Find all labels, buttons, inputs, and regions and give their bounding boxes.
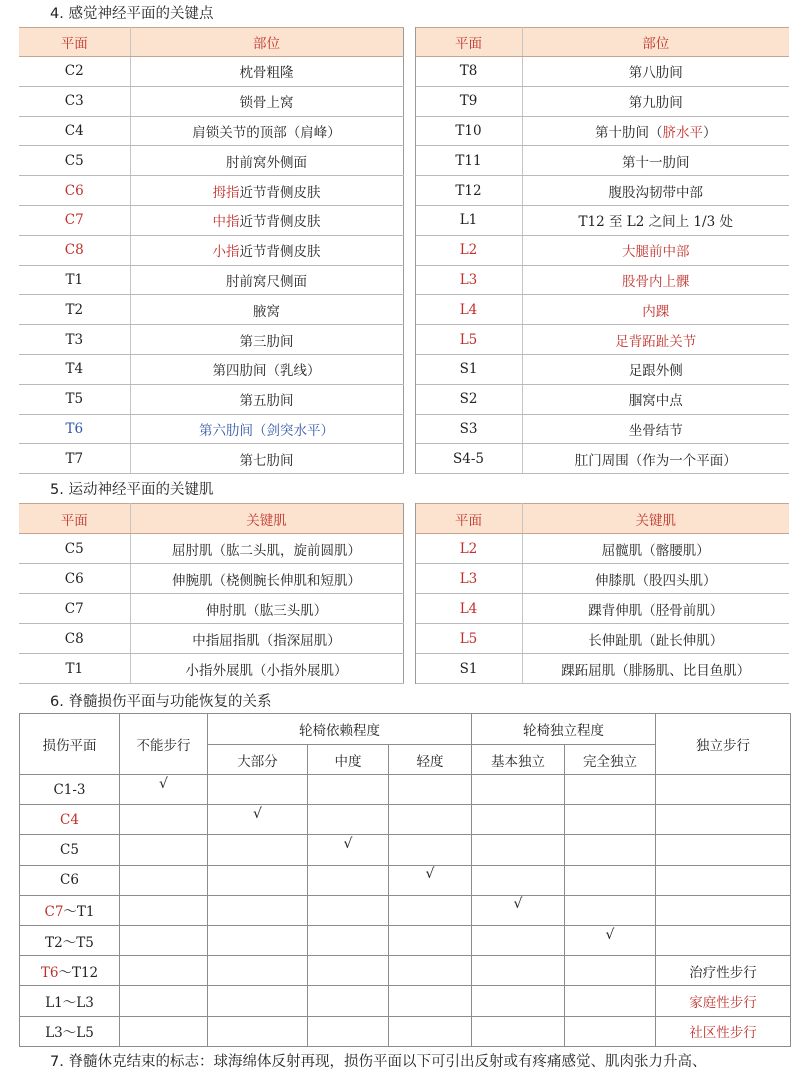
- part-text: 枕骨粗隆: [239, 65, 294, 82]
- part-cell: [130, 354, 403, 384]
- column-gap: [403, 116, 415, 146]
- level-text: ～T12: [58, 964, 99, 981]
- column-gap: [403, 654, 415, 684]
- muscle-cell: 中指屈指肌（指深屈肌）: [130, 624, 403, 654]
- check-mark: √: [343, 835, 353, 852]
- table-row: [19, 86, 789, 116]
- recovery-table: [19, 713, 791, 1047]
- table-row: [19, 654, 789, 684]
- part-text: 肛门周围（作为一个平面）: [574, 452, 737, 469]
- part-text: 近节背侧皮肤: [239, 244, 321, 261]
- muscle-cell: 屈髋肌（髂腰肌）: [522, 534, 789, 564]
- status-cell: [308, 775, 389, 805]
- level-cell: C6: [19, 564, 130, 594]
- status-cell: [389, 865, 472, 895]
- part-text: 内踝: [642, 303, 670, 320]
- status-cell: [472, 986, 565, 1016]
- column-gap: [403, 594, 415, 624]
- header-basic: 基本独立: [472, 745, 565, 775]
- status-cell: [120, 986, 208, 1016]
- level-cell: L2: [415, 235, 522, 265]
- muscle-cell: 伸膝肌（股四头肌）: [522, 564, 789, 594]
- part-cell: [130, 265, 403, 295]
- header-injury-level: 损伤平面: [20, 714, 120, 775]
- check-mark: √: [513, 896, 523, 913]
- part-text: 第八肋间: [628, 65, 683, 82]
- level-cell: S1: [415, 654, 522, 684]
- part-text: 第三肋间: [239, 333, 294, 350]
- table-row: [20, 925, 791, 955]
- level-text: ～T1: [63, 904, 95, 921]
- status-cell: [565, 775, 656, 805]
- table-row: [20, 835, 791, 865]
- injury-level-cell: [20, 986, 120, 1016]
- table-row: [19, 534, 789, 564]
- part-cell: [522, 444, 789, 474]
- status-cell: [208, 1016, 308, 1046]
- column-gap: [403, 384, 415, 414]
- level-cell: T10: [415, 116, 522, 146]
- level-cell: L5: [415, 624, 522, 654]
- status-cell: [472, 775, 565, 805]
- column-gap: [403, 354, 415, 384]
- status-cell: [308, 956, 389, 986]
- status-cell: [308, 835, 389, 865]
- muscle-cell: 踝背伸肌（胫骨前肌）: [522, 594, 789, 624]
- status-cell: [472, 865, 565, 895]
- level-highlight: T6: [40, 964, 59, 981]
- part-cell: [130, 414, 403, 444]
- level-text: C1-3: [53, 781, 86, 798]
- check-mark: √: [159, 775, 168, 792]
- table-row: [20, 805, 791, 835]
- level-cell: C6: [19, 176, 130, 206]
- level-cell: T5: [19, 384, 130, 414]
- level-cell: L4: [415, 295, 522, 325]
- status-cell: [389, 1016, 472, 1046]
- walk-text: 社区性步行: [689, 1025, 757, 1042]
- motor-keymuscle-table: [19, 503, 789, 684]
- level-cell: C3: [19, 86, 130, 116]
- part-cell: [522, 57, 789, 87]
- status-cell: [472, 956, 565, 986]
- header-level: 平面: [19, 28, 130, 57]
- part-cell: [130, 235, 403, 265]
- status-cell: [208, 895, 308, 925]
- part-text: 近节背侧皮肤: [239, 214, 321, 231]
- walk-cell: [656, 805, 791, 835]
- table-row: [19, 354, 789, 384]
- status-cell: [565, 865, 656, 895]
- level-cell: L4: [415, 594, 522, 624]
- walk-cell: [656, 956, 791, 986]
- status-cell: [565, 956, 656, 986]
- column-gap: [403, 534, 415, 564]
- status-cell: [308, 925, 389, 955]
- table-row: [20, 1016, 791, 1046]
- column-gap: [403, 504, 415, 534]
- status-cell: [565, 925, 656, 955]
- status-cell: [308, 895, 389, 925]
- walk-cell: [656, 1016, 791, 1046]
- header-wheelchair-independent: 轮椅独立程度: [472, 714, 656, 745]
- part-text: 股骨内上髁: [622, 273, 690, 290]
- part-text: 第四肋间（乳线）: [212, 363, 321, 380]
- check-mark: √: [425, 866, 435, 883]
- table-row: [19, 295, 789, 325]
- level-highlight: C7: [44, 904, 64, 921]
- level-cell: T4: [19, 354, 130, 384]
- status-cell: [472, 805, 565, 835]
- table-row: [20, 865, 791, 895]
- table-row: [19, 325, 789, 355]
- part-text: 腋窝: [253, 303, 280, 320]
- part-cell: [130, 444, 403, 474]
- part-cell: [130, 86, 403, 116]
- status-cell: [389, 925, 472, 955]
- level-cell: T7: [19, 444, 130, 474]
- column-gap: [403, 146, 415, 176]
- part-cell: [522, 205, 789, 235]
- part-text: T12 至 L2 之间上 1/3 处: [578, 214, 733, 231]
- level-cell: T6: [19, 414, 130, 444]
- part-text-end: ）: [703, 124, 717, 141]
- status-cell: [389, 986, 472, 1016]
- level-cell: S4-5: [415, 444, 522, 474]
- walk-cell: [656, 865, 791, 895]
- part-text: 第十肋间（: [595, 124, 663, 141]
- walk-cell: [656, 986, 791, 1016]
- column-gap: [403, 235, 415, 265]
- part-text: 第十一肋间: [622, 154, 690, 171]
- part-text: 肘前窝尺侧面: [226, 273, 307, 290]
- part-highlight: 拇指: [212, 184, 240, 201]
- status-cell: [472, 925, 565, 955]
- part-highlight: 小指: [212, 244, 240, 261]
- column-gap: [403, 28, 415, 57]
- level-text: C6: [60, 872, 79, 889]
- part-text: 肘前窝外侧面: [226, 154, 307, 171]
- status-cell: [389, 805, 472, 835]
- walk-cell: [656, 775, 791, 805]
- muscle-cell: 屈肘肌（肱二头肌，旋前圆肌）: [130, 534, 403, 564]
- level-text: C5: [60, 841, 79, 858]
- injury-level-cell: [20, 775, 120, 805]
- table-row: [20, 986, 791, 1016]
- status-cell: [308, 1016, 389, 1046]
- muscle-cell: 小指外展肌（小指外展肌）: [130, 654, 403, 684]
- table-row: [19, 205, 789, 235]
- status-cell: [208, 805, 308, 835]
- status-cell: [208, 956, 308, 986]
- header-complete: 完全独立: [565, 745, 656, 775]
- status-cell: [208, 775, 308, 805]
- status-cell: [472, 1016, 565, 1046]
- header-level: 平面: [19, 504, 130, 534]
- level-cell: T11: [415, 146, 522, 176]
- header-muscle: 关键肌: [130, 504, 403, 534]
- part-cell: [522, 325, 789, 355]
- part-highlight: 脐水平: [662, 124, 703, 141]
- status-cell: [120, 805, 208, 835]
- injury-level-cell: [20, 925, 120, 955]
- table-row: [19, 57, 789, 87]
- status-cell: [208, 925, 308, 955]
- header-wheelchair-dependent: 轮椅依赖程度: [208, 714, 472, 745]
- section-5-title: 5. 运动神经平面的关键肌: [50, 482, 214, 498]
- part-text: 腹股沟韧带中部: [608, 184, 703, 201]
- part-text: 第七肋间: [239, 452, 294, 469]
- header-part: 部位: [130, 28, 403, 57]
- column-gap: [403, 624, 415, 654]
- status-cell: [472, 835, 565, 865]
- column-gap: [403, 86, 415, 116]
- level-cell: T9: [415, 86, 522, 116]
- level-cell: C8: [19, 235, 130, 265]
- level-cell: C5: [19, 534, 130, 564]
- part-text: 足跟外侧: [628, 363, 683, 380]
- table-row: [20, 956, 791, 986]
- header-most: 大部分: [208, 745, 308, 775]
- column-gap: [403, 265, 415, 295]
- part-cell: [130, 57, 403, 87]
- section-6-title: 6. 脊髓损伤平面与功能恢复的关系: [50, 694, 272, 710]
- part-text: 腘窝中点: [628, 393, 683, 410]
- status-cell: [565, 835, 656, 865]
- level-cell: L3: [415, 564, 522, 594]
- level-cell: C2: [19, 57, 130, 87]
- part-cell: [522, 146, 789, 176]
- injury-level-cell: [20, 835, 120, 865]
- table-row: [19, 414, 789, 444]
- part-cell: [130, 116, 403, 146]
- part-cell: [130, 146, 403, 176]
- status-cell: [308, 865, 389, 895]
- table-row: [19, 176, 789, 206]
- level-text: T2～T5: [45, 934, 94, 951]
- level-text: L3～L5: [45, 1025, 94, 1042]
- status-cell: [120, 1016, 208, 1046]
- part-text: 第九肋间: [628, 95, 683, 112]
- walk-text: 治疗性步行: [689, 964, 757, 981]
- status-cell: [120, 956, 208, 986]
- part-cell: [522, 384, 789, 414]
- column-gap: [403, 325, 415, 355]
- status-cell: [120, 865, 208, 895]
- part-cell: [522, 86, 789, 116]
- part-cell: [130, 384, 403, 414]
- status-cell: [389, 895, 472, 925]
- status-cell: [389, 775, 472, 805]
- walk-cell: [656, 895, 791, 925]
- header-level: 平面: [415, 28, 522, 57]
- column-gap: [403, 414, 415, 444]
- level-cell: C4: [19, 116, 130, 146]
- column-gap: [403, 564, 415, 594]
- status-cell: [120, 925, 208, 955]
- part-text: 坐骨结节: [628, 422, 683, 439]
- walk-text: 家庭性步行: [689, 994, 757, 1011]
- injury-level-cell: [20, 1016, 120, 1046]
- table-row: [20, 895, 791, 925]
- status-cell: [565, 986, 656, 1016]
- part-cell: [522, 265, 789, 295]
- part-cell: [522, 176, 789, 206]
- injury-level-cell: [20, 895, 120, 925]
- part-text: 锁骨上窝: [239, 95, 294, 112]
- table-row: [20, 775, 791, 805]
- level-cell: L1: [415, 205, 522, 235]
- status-cell: [208, 835, 308, 865]
- table-row: [19, 444, 789, 474]
- status-cell: [120, 835, 208, 865]
- status-cell: [120, 895, 208, 925]
- injury-level-cell: [20, 956, 120, 986]
- header-mild: 轻度: [389, 745, 472, 775]
- level-cell: T1: [19, 265, 130, 295]
- level-cell: L3: [415, 265, 522, 295]
- column-gap: [403, 205, 415, 235]
- sensory-keypoint-table: [19, 27, 789, 474]
- level-cell: L5: [415, 325, 522, 355]
- part-cell: [522, 354, 789, 384]
- part-cell: [130, 176, 403, 206]
- level-cell: C5: [19, 146, 130, 176]
- level-cell: T1: [19, 654, 130, 684]
- walk-cell: [656, 925, 791, 955]
- header-muscle: 关键肌: [522, 504, 789, 534]
- status-cell: [389, 835, 472, 865]
- table-row: [19, 384, 789, 414]
- level-cell: S1: [415, 354, 522, 384]
- level-cell: T3: [19, 325, 130, 355]
- part-cell: [130, 205, 403, 235]
- check-mark: √: [253, 805, 262, 822]
- table-row: [19, 116, 789, 146]
- section-7-text: 7. 脊髓休克结束的标志：球海绵体反射再现，损伤平面以下可引出反射或有疼痛感觉、肌肉张力升高、: [50, 1054, 707, 1070]
- table-row: [19, 564, 789, 594]
- status-cell: [389, 956, 472, 986]
- status-cell: [120, 775, 208, 805]
- level-cell: T2: [19, 295, 130, 325]
- part-cell: [522, 116, 789, 146]
- walk-cell: [656, 835, 791, 865]
- level-cell: S3: [415, 414, 522, 444]
- status-cell: [565, 895, 656, 925]
- check-mark: √: [605, 926, 615, 943]
- status-cell: [565, 1016, 656, 1046]
- injury-level-cell: [20, 865, 120, 895]
- level-cell: C7: [19, 594, 130, 624]
- level-cell: T8: [415, 57, 522, 87]
- header-moderate: 中度: [308, 745, 389, 775]
- part-text: 第五肋间: [239, 393, 294, 410]
- level-cell: T12: [415, 176, 522, 206]
- table-row: [19, 594, 789, 624]
- status-cell: [565, 805, 656, 835]
- header-independent-walk: 独立步行: [656, 714, 791, 775]
- column-gap: [403, 57, 415, 87]
- status-cell: [208, 986, 308, 1016]
- part-cell: [522, 295, 789, 325]
- table-row: [19, 235, 789, 265]
- muscle-cell: 踝跖屈肌（腓肠肌、比目鱼肌）: [522, 654, 789, 684]
- level-cell: C8: [19, 624, 130, 654]
- muscle-cell: 伸肘肌（肱三头肌）: [130, 594, 403, 624]
- part-text: 足背跖趾关节: [615, 333, 697, 350]
- part-cell: [522, 235, 789, 265]
- status-cell: [308, 986, 389, 1016]
- part-text: 第六肋间（剑突水平）: [199, 422, 334, 439]
- part-cell: [130, 295, 403, 325]
- part-text: 肩锁关节的顶部（肩峰）: [192, 124, 341, 141]
- column-gap: [403, 176, 415, 206]
- part-text: 大腿前中部: [622, 244, 690, 261]
- level-cell: S2: [415, 384, 522, 414]
- table-row: [19, 146, 789, 176]
- section-4-title: 4. 感觉神经平面的关键点: [50, 6, 214, 22]
- status-cell: [308, 805, 389, 835]
- header-part: 部位: [522, 28, 789, 57]
- part-cell: [522, 414, 789, 444]
- header-level: 平面: [415, 504, 522, 534]
- injury-level-cell: [20, 805, 120, 835]
- part-text: 近节背侧皮肤: [239, 184, 321, 201]
- muscle-cell: 伸腕肌（桡侧腕长伸肌和短肌）: [130, 564, 403, 594]
- level-cell: L2: [415, 534, 522, 564]
- table-row: [19, 265, 789, 295]
- status-cell: [208, 865, 308, 895]
- part-cell: [130, 325, 403, 355]
- header-cannot-walk: 不能步行: [120, 714, 208, 775]
- table-row: [19, 624, 789, 654]
- muscle-cell: 长伸趾肌（趾长伸肌）: [522, 624, 789, 654]
- column-gap: [403, 444, 415, 474]
- level-cell: C7: [19, 205, 130, 235]
- column-gap: [403, 295, 415, 325]
- level-text: L1～L3: [45, 994, 94, 1011]
- status-cell: [472, 895, 565, 925]
- part-highlight: 中指: [212, 214, 240, 231]
- level-highlight: C4: [60, 811, 79, 828]
